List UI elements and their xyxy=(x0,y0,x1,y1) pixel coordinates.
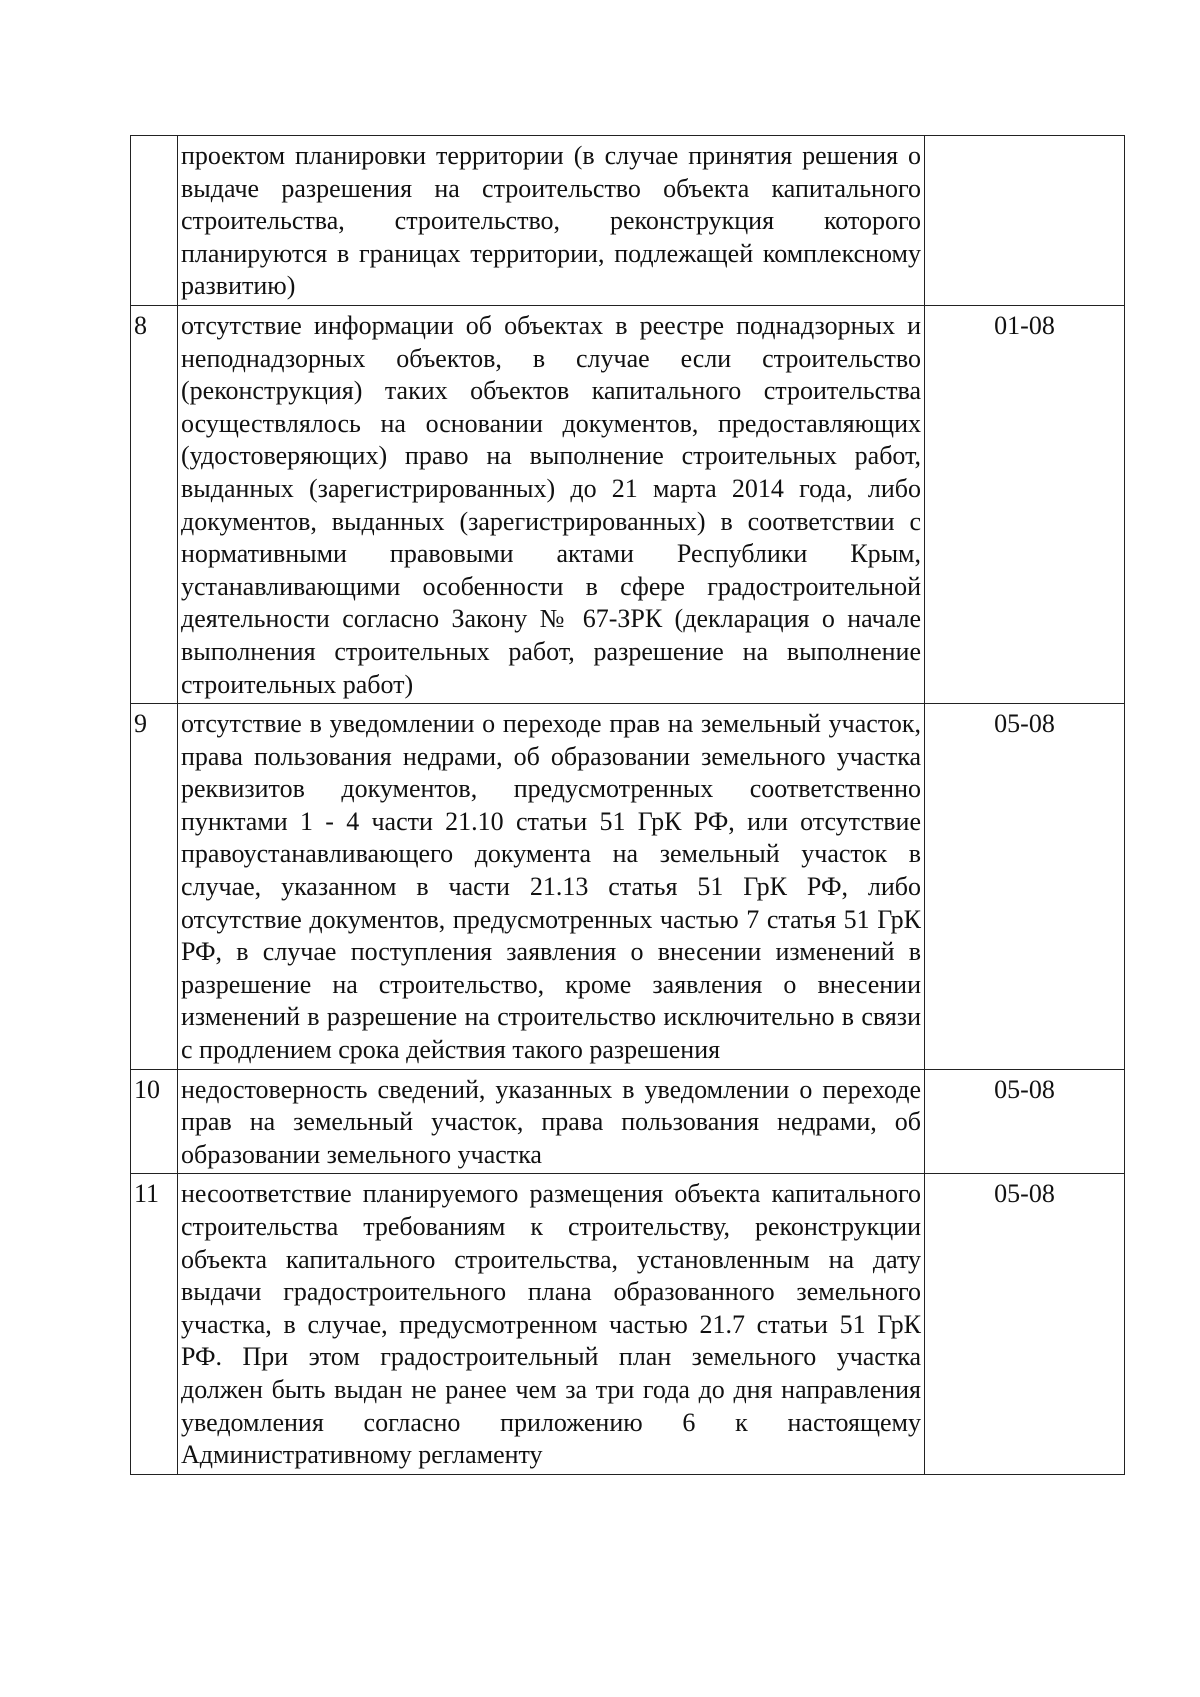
table-row xyxy=(131,305,1125,703)
table-row xyxy=(131,136,1125,306)
row-code: 05-08 xyxy=(925,704,1125,1070)
document-page xyxy=(130,135,1125,1475)
row-text: недостоверность сведений, указанных в уведомлении о переходе прав на земельный участок, права пользования недрами, об образовании земельного участка xyxy=(178,1069,925,1174)
row-number: 11 xyxy=(131,1174,178,1474)
row-code: 01-08 xyxy=(925,305,1125,703)
grounds-table xyxy=(130,135,1125,1475)
row-text: отсутствие в уведомлении о переходе прав на земельный участок, права пользования недрами, об образовании земельного участка реквизитов документов, предусмотренных соответственно пунктами 1 - 4 части 21.10 статьи 51 ГрК РФ, или отсутствие правоустанавливающего документа на земельный участок в случае, указанном в части 21.13 статья 51 ГрК РФ, либо отсутствие документов, предусмотренных частью 7 статья 51 ГрК РФ, в случае поступления заявления о внесении изменений в разрешение на строительство, кроме заявления о внесении изменений в разрешение на строительство исключительно в связи с продлением срока действия такого разрешения xyxy=(178,704,925,1070)
row-number: 9 xyxy=(131,704,178,1070)
table-row xyxy=(131,1069,1125,1174)
table-row xyxy=(131,704,1125,1070)
row-text: несоответствие планируемого размещения объекта капитального строительства требованиям к строительству, реконструкции объекта капитального строительства, установленным на дату выдачи градостроительного плана образованного земельного участка, в случае, предусмотренном частью 21.7 статьи 51 ГрК РФ. При этом градостроительный план земельного участка должен быть выдан не ранее чем за три года до дня направления уведомления согласно приложению 6 к настоящему Административному регламенту xyxy=(178,1174,925,1474)
row-code: 05-08 xyxy=(925,1069,1125,1174)
row-text: проектом планировки территории (в случае принятия решения о выдаче разрешения на строительство объекта капитального строительства, строительство, реконструкция которого планируются в границах территории, подлежащей комплексному развитию) xyxy=(178,136,925,306)
row-text: отсутствие информации об объектах в реестре поднадзорных и неподнадзорных объектов, в случае если строительство (реконструкция) таких объектов капитального строительства осуществлялось на основании документов, предоставляющих (удостоверяющих) право на выполнение строительных работ, выданных (зарегистрированных) до 21 марта 2014 года, либо документов, выданных (зарегистрированных) в соответствии с нормативными правовыми актами Республики Крым, устанавливающими особенности в сфере градостроительной деятельности согласно Закону № 67-ЗРК (декларация о начале выполнения строительных работ, разрешение на выполнение строительных работ) xyxy=(178,305,925,703)
table-row xyxy=(131,1174,1125,1474)
row-code xyxy=(925,136,1125,306)
row-number: 10 xyxy=(131,1069,178,1174)
row-number xyxy=(131,136,178,306)
row-number: 8 xyxy=(131,305,178,703)
row-code: 05-08 xyxy=(925,1174,1125,1474)
